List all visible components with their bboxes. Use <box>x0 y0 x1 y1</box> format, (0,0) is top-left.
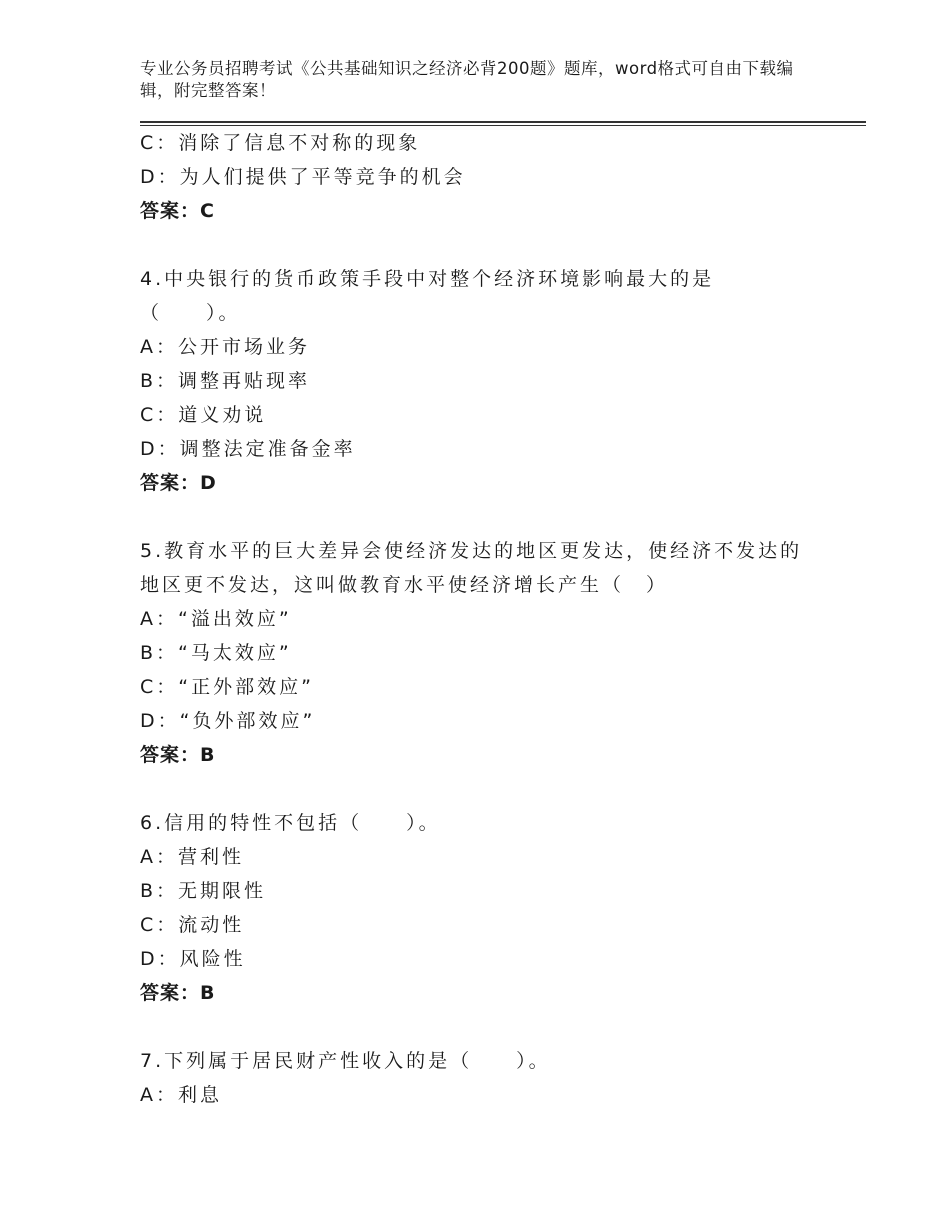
q3-answer: 答案：C <box>140 200 215 222</box>
q6-option-a: A：营利性 <box>140 846 244 868</box>
q3-option-c: C：消除了信息不对称的现象 <box>140 132 421 154</box>
q7-option-a: A：利息 <box>140 1084 222 1106</box>
q6-option-d: D：风险性 <box>140 948 246 970</box>
q5-option-b: B：“马太效应” <box>140 642 292 664</box>
q4-stem-line1: 4.中央银行的货币政策手段中对整个经济环境影响最大的是 <box>140 268 715 290</box>
q5-stem-line1: 5.教育水平的巨大差异会使经济发达的地区更发达，使经济不发达的 <box>140 540 803 562</box>
question-content <box>140 126 840 1112</box>
q4-stem-line2: （ ）。 <box>140 302 241 324</box>
question-4 <box>140 262 840 500</box>
q4-answer: 答案：D <box>140 472 217 494</box>
q5-option-c: C：“正外部效应” <box>140 676 314 698</box>
q4-option-c: C：道义劝说 <box>140 404 267 426</box>
question-3-remainder <box>140 126 840 228</box>
q6-option-b: B：无期限性 <box>140 880 267 902</box>
q4-option-b: B：调整再贴现率 <box>140 370 311 392</box>
spacer <box>140 228 840 262</box>
document-header: 专业公务员招聘考试《公共基础知识之经济必背200题》题库，word格式可自由下载编辑，附完整答案！ <box>140 59 794 100</box>
q6-answer: 答案：B <box>140 982 216 1004</box>
question-5 <box>140 534 840 772</box>
spacer <box>140 772 840 806</box>
q4-option-d: D：调整法定准备金率 <box>140 438 356 460</box>
spacer <box>140 500 840 534</box>
q6-option-c: C：流动性 <box>140 914 245 936</box>
question-7 <box>140 1044 840 1112</box>
q5-answer: 答案：B <box>140 744 216 766</box>
spacer <box>140 1010 840 1044</box>
q4-option-a: A：公开市场业务 <box>140 336 310 358</box>
q7-stem: 7.下列属于居民财产性收入的是（ ）。 <box>140 1050 551 1072</box>
header-divider-thick <box>140 121 866 123</box>
q5-stem-line2: 地区更不发达，这叫做教育水平使经济增长产生（ ） <box>140 574 669 596</box>
q3-option-d: D：为人们提供了平等竞争的机会 <box>140 166 466 188</box>
question-6 <box>140 806 840 1010</box>
q5-option-d: D：“负外部效应” <box>140 710 316 732</box>
q6-stem: 6.信用的特性不包括（ ）。 <box>140 812 441 834</box>
q5-option-a: A：“溢出效应” <box>140 608 292 630</box>
